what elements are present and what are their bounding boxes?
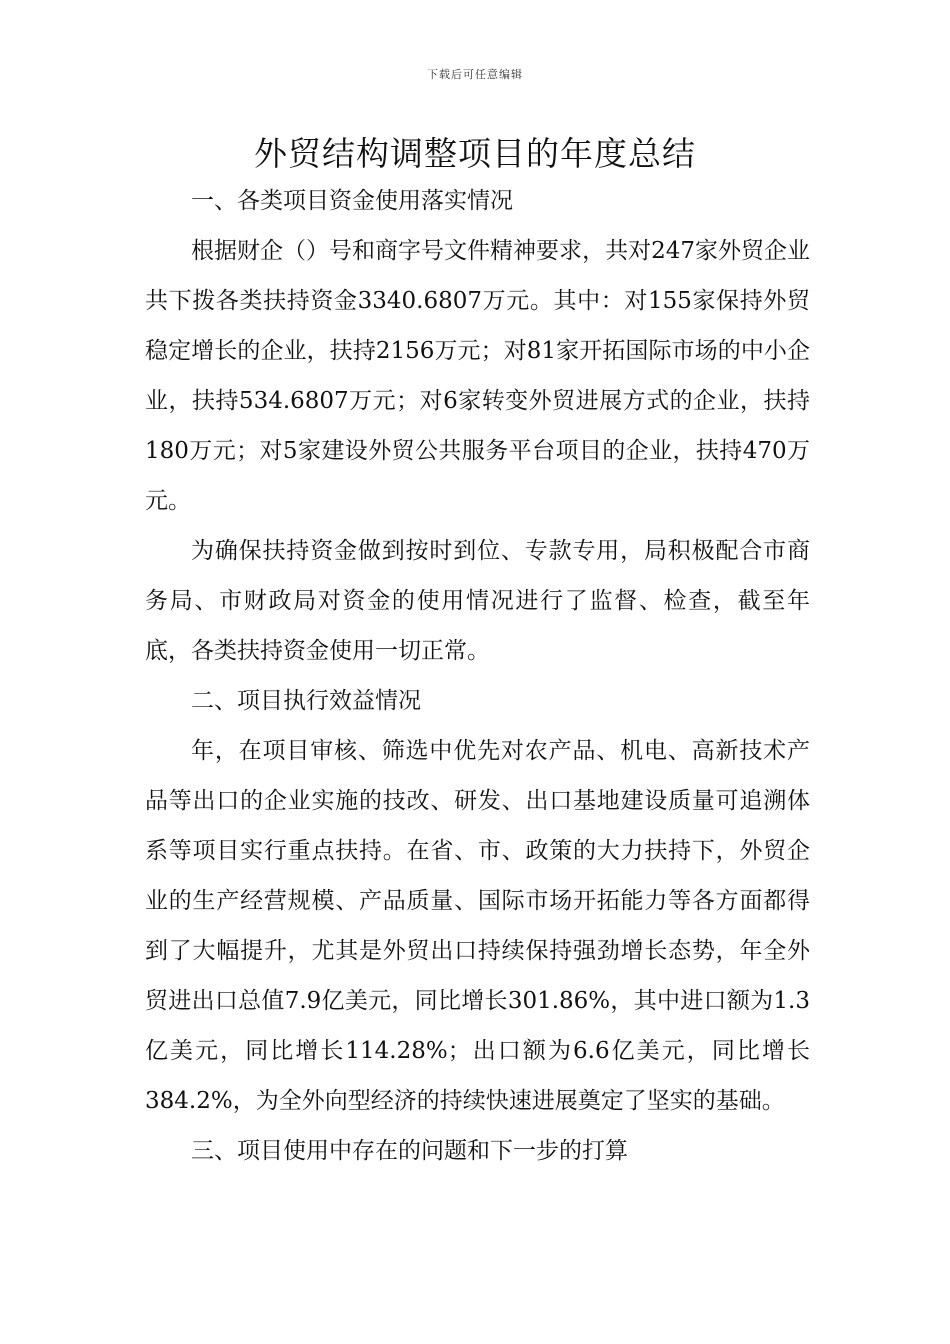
- section-heading-1: 一、各类项目资金使用落实情况: [191, 188, 513, 214]
- paragraph-results: 年，在项目审核、筛选中优先对农产品、机电、高新技术产品等出口的企业实施的技改、研发、出口基地建设质量可追溯体系等项目实行重点扶持。在省、市、政策的大力扶持下，外贸企业的生产经营规模、产品质量、国际市场开拓能力等各方面都得到了大幅提升，尤其是外贸出口持续保持强劲增长态势，年全外贸进出口总值7.9亿美元，同比增长301.86%，其中进口额为1.3亿美元，同比增长114.28%；出口额为6.6亿美元，同比增长384.2%，为全外向型经济的持续快速进展奠定了坚实的基础。: [145, 738, 810, 1114]
- header-note: 下载后可任意编辑: [427, 68, 523, 81]
- paragraph-funding: 根据财企（）号和商字号文件精神要求，共对247家外贸企业共下拨各类扶持资金3340.6807万元。其中：对155家保持外贸稳定增长的企业，扶持2156万元；对81家开拓国际市场的中小企业，扶持534.6807万元；对6家转变外贸进展方式的企业，扶持180万元；对5家建设外贸公共服务平台项目的企业，扶持470万元。: [145, 238, 810, 514]
- section-heading-3: 三、项目使用中存在的问题和下一步的打算: [191, 1138, 628, 1164]
- document-body: [145, 176, 810, 1176]
- document-title: 外贸结构调整项目的年度总结: [254, 134, 696, 173]
- paragraph-supervision: 为确保扶持资金做到按时到位、专款专用，局积极配合市商务局、市财政局对资金的使用情况进行了监督、检查，截至年底，各类扶持资金使用一切正常。: [145, 538, 810, 664]
- section-heading-2: 二、项目执行效益情况: [191, 688, 421, 714]
